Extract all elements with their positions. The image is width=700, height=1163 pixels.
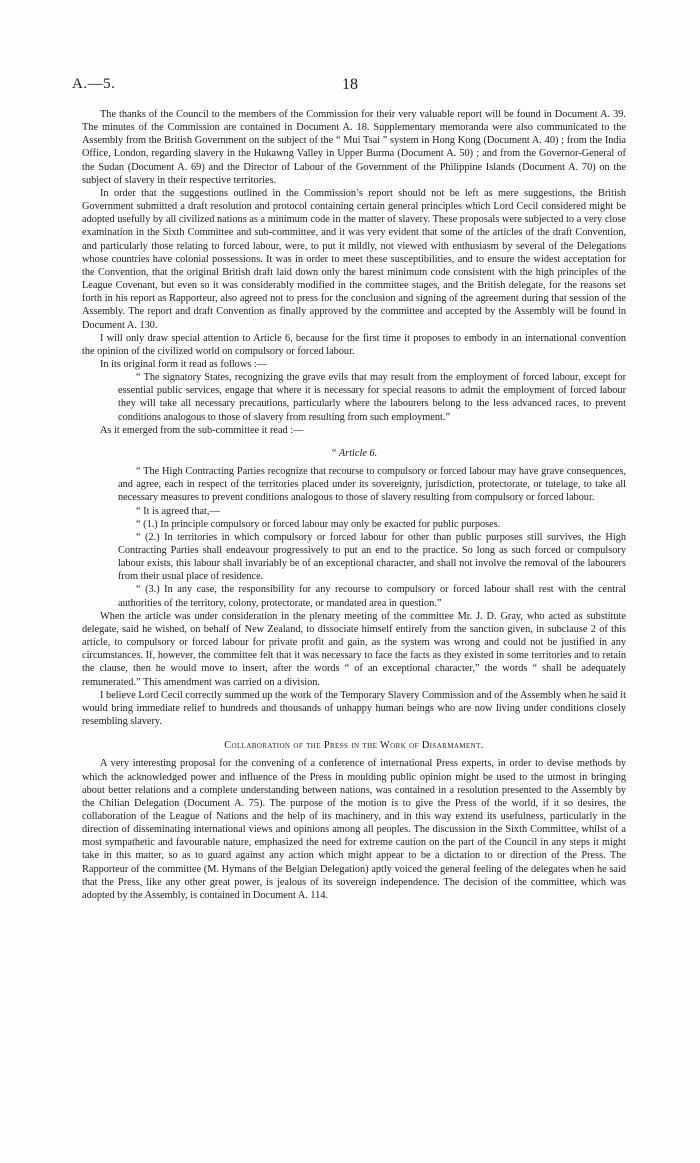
- page-number: 18: [342, 76, 358, 93]
- article-clause-2: “ (2.) In territories in which compulsory or forced labour for other than public purposes still survives, the High Contracting Parties shall endeavour progressively to put an end to the practice. So long as such forced or compulsory labour exists, this labour shall invariably be of an exceptional character, and shall not involve the removal of the labourers from their usual place of residence.: [118, 531, 626, 583]
- article-clause-main: “ The High Contracting Parties recognize that recourse to compulsory or forced labour may have grave consequences, and agree, each in respect of the territories placed under its sovereignty, jurisdiction, protectorate, or tutelage, to take all necessary measures to prevent conditions analogous to those of slavery resulting from compulsory or forced labour.: [118, 466, 626, 504]
- article-clause-1: “ (1.) In principle compulsory or forced labour may only be exacted for public purposes.: [136, 518, 501, 530]
- paragraph-original-form: In its original form it read as follows :—: [100, 358, 268, 370]
- paragraph-gray-amendment: When the article was under consideration in the plenary meeting of the committee Mr. J. D. Gray, who acted as substitute delegate, said he wished, on behalf of New Zealand, to dissociate himself entirely from the sanction given, in subclause 2 of this article, to compulsory or forced labour for private profit and gain, as the system was wrong and could not be justified in any circumstances. If, however, the committee felt that it was necessary to face the facts as they existed in some territories and to retain the clause, then he would move to insert, after the words “ of an exceptional character,” the words “ shall be adequately remunerated.” This amendment was carried on a division.: [82, 610, 626, 688]
- quote-article-6: [82, 465, 626, 610]
- paragraph-lord-cecil: I believe Lord Cecil correctly summed up the work of the Temporary Slavery Commission and of the Assembly when he said it would bring immediate relief to hundreds and thousands of unhappy human beings who are now living under conditions closely resembling slavery.: [82, 689, 626, 728]
- page-header: [72, 76, 628, 96]
- article-heading: “ Article 6.: [330, 447, 378, 459]
- paragraph-article-6-intro: I will only draw special attention to Article 6, because for the first time it proposes to embody in an international convention the opinion of the civilized world on compulsory or forced labour.: [82, 332, 626, 357]
- article-clause-agreed: “ It is agreed that,—: [136, 505, 220, 517]
- quote-original-article: [82, 371, 626, 424]
- document-body: [82, 108, 626, 902]
- paragraph-commission-thanks: The thanks of the Council to the members of the Commission for their very valuable report will be found in Document A. 39. The minutes of the Commission are contained in Document A. 18. Supplementary memoranda were also communicated to the Assembly from the British Government on the subject of the “ Mui Tsai ” system in Hong Kong (Document A. 40) ; from the India Office, London, regarding slavery in the Hukawng Valley in Upper Burma (Document A. 50) ; and from the Governor-General of the Sudan (Document A. 69) and the Director of Labour of the Government of the Philippine Islands (Document A. 70) on the subject of slavery in their respective territories.: [82, 109, 626, 186]
- section-heading-press: Collaboration of the Press in the Work of Disarmament.: [224, 740, 484, 752]
- paragraph-sub-committee: As it emerged from the sub-committee it read :—: [100, 424, 304, 436]
- document-reference: A.—5.: [72, 76, 116, 92]
- paragraph-british-proposals: In order that the suggestions outlined in the Commission’s report should not be left as mere suggestions, the British Government submitted a draft resolution and protocol containing certain general principles which Lord Cecil considered might be adopted usefully by all civilized nations as a minimum code in the matter of slavery. These proposals were subjected to a very close examination in the Sixth Committee and sub-committee, and it was very evident that some of the articles of the draft Convention, and particularly those relating to forced labour, were, to put it mildly, not viewed with enthusiasm by several of the Delegations whose countries have colonial possessions. It was in order to meet these susceptibilities, and to ensure the widest acceptation for the Convention, that the original British draft laid down only the barest minimum code consistent with the high principles of the League Covenant, but even so it was considerably modified in the committee stages, and the British delegate, for the reasons set forth in his report as Rapporteur, also agreed not to press for the conclusion and signing of the agreement during that session of the Assembly. The report and draft Convention as finally approved by the committee and accepted by the Assembly will be found in Document A. 130.: [82, 187, 626, 331]
- article-clause-3: “ (3.) In any case, the responsibility for any recourse to compulsory or forced labour shall rest with the central authorities of the territory, colony, protectorate, or mandated area in question.”: [118, 584, 626, 609]
- paragraph-press-conference: A very interesting proposal for the convening of a conference of international Press experts, in order to devise methods by which the acknowledged power and influence of the Press in moulding public opinion might be used to the utmost in bringing about better relations and a complete understanding between nations, was contained in a resolution presented to the Assembly by the Chilian Delegation (Document A. 75). The purpose of the motion is to give the Press of the world, if it so desires, the collaboration of the League of Nations and the help of its machinery, and in this way extend its usefulness, particularly in the direction of disseminating international views and opinions among all peoples. The discussion in the Sixth Committee, whilst of a most sympathetic and favourable nature, emphasized the need for extreme caution on the part of the Council in any steps it might take in this matter, so as to guard against any action which might appear to be a dictation to or direction of the Press. The Rapporteur of the committee (M. Hymans of the Belgian Delegation) aptly voiced the general feeling of the delegates when he said that the Press, like any other great power, is jealous of its sovereign independence. The decision of the committee, which was adopted by the Assembly, is contained in Document A. 114.: [82, 758, 626, 901]
- quote-original-text: “ The signatory States, recognizing the grave evils that may result from the employment of forced labour, except for essential public services, engage that where it is necessary for special reasons to admit the employment of forced labour they will take all necessary precautions, particularly where the labourers belong to the less advanced races, to prevent conditions analogous to those of slavery from resulting from such employment.”: [118, 372, 626, 423]
